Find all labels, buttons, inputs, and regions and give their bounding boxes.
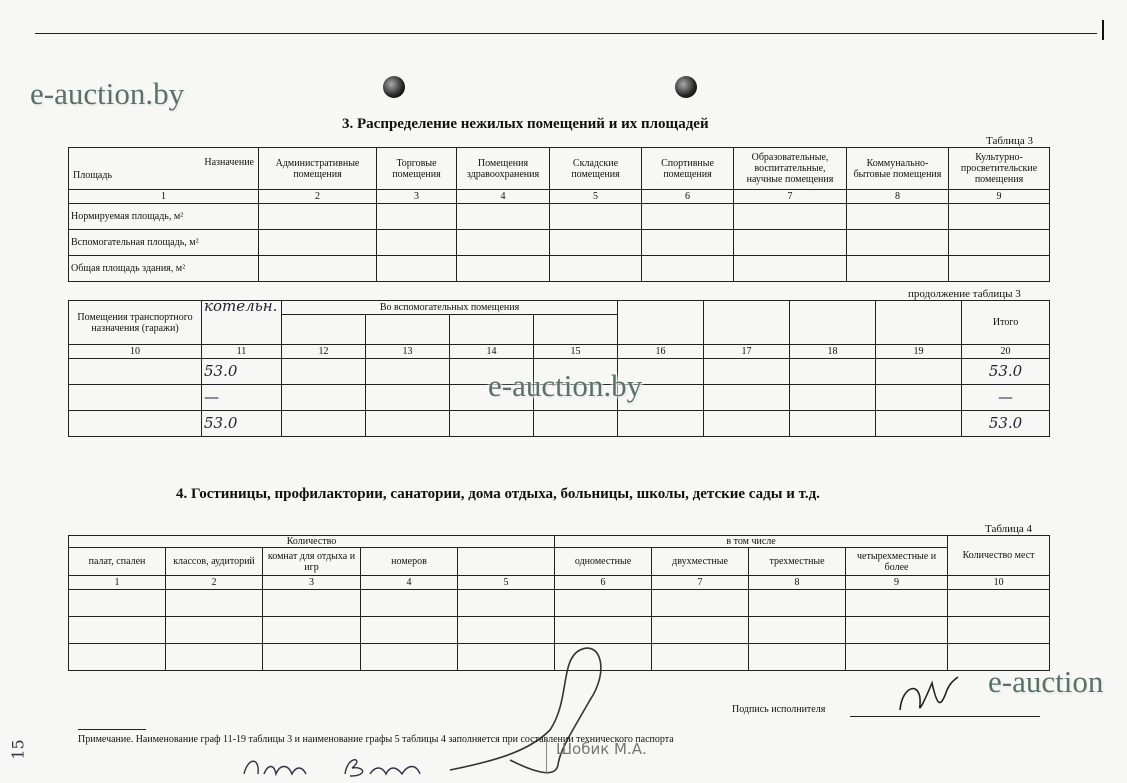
col-number: 4 — [361, 576, 458, 590]
cell — [949, 256, 1050, 282]
cell — [69, 411, 202, 437]
col-number: 11 — [202, 345, 282, 359]
cell — [949, 204, 1050, 230]
col-number: 9 — [846, 576, 948, 590]
col-number: 8 — [749, 576, 846, 590]
signature-scribble — [440, 640, 660, 780]
cell — [377, 230, 457, 256]
cell — [282, 385, 366, 411]
value-20: — — [962, 385, 1050, 411]
col-header: четырехместные и более — [846, 548, 948, 576]
cell — [749, 590, 846, 617]
cell — [377, 256, 457, 282]
cell — [69, 617, 166, 644]
cell — [734, 204, 847, 230]
col-number: 6 — [555, 576, 652, 590]
table3-continuation-label: продолжение таблицы 3 — [908, 288, 1021, 300]
cell — [282, 411, 366, 437]
col-header: палат, спален — [69, 548, 166, 576]
col-header: номеров — [361, 548, 458, 576]
handwritten-signatures — [240, 752, 440, 782]
value-11: 53.0 — [202, 359, 282, 385]
cell — [166, 590, 263, 617]
sign-line — [850, 716, 1040, 717]
cell — [618, 411, 704, 437]
cell — [377, 204, 457, 230]
col-header — [366, 315, 450, 345]
cell — [876, 411, 962, 437]
corner-header — [69, 148, 259, 190]
value-20: 53.0 — [962, 359, 1050, 385]
col-number: 20 — [962, 345, 1050, 359]
top-rule — [35, 33, 1097, 34]
corner-bottom: Площадь — [73, 170, 112, 181]
col-header: Административные помещения — [259, 148, 377, 190]
cell — [846, 644, 948, 671]
col-header — [282, 315, 366, 345]
col-number: 7 — [734, 190, 847, 204]
cell — [704, 385, 790, 411]
col-header: комнат для отдыха и игр — [263, 548, 361, 576]
col-number: 3 — [263, 576, 361, 590]
cell — [876, 359, 962, 385]
col-number: 5 — [550, 190, 642, 204]
cell — [642, 256, 734, 282]
table3-label: Таблица 3 — [986, 135, 1034, 147]
col-number: 19 — [876, 345, 962, 359]
col-total: Итого — [962, 301, 1050, 345]
cell — [458, 590, 555, 617]
stamp-bar — [546, 738, 547, 774]
cell — [259, 256, 377, 282]
table4-label: Таблица 4 — [985, 523, 1033, 535]
col-11-header — [202, 297, 282, 345]
col-number: 4 — [457, 190, 550, 204]
cell — [166, 617, 263, 644]
col-header — [704, 301, 790, 345]
col-number: 1 — [69, 576, 166, 590]
col-number: 6 — [642, 190, 734, 204]
cell — [704, 411, 790, 437]
handwritten-boiler: котельн. — [204, 297, 278, 315]
corner-top: Назначение — [204, 157, 254, 168]
sign-label: Подпись исполнителя — [732, 704, 826, 715]
cell — [734, 256, 847, 282]
watermark-center: e-auction.by — [488, 368, 643, 403]
cell — [876, 385, 962, 411]
col-number: 10 — [948, 576, 1050, 590]
cell — [642, 204, 734, 230]
cell — [534, 411, 618, 437]
col-header — [458, 548, 555, 576]
cell — [366, 385, 450, 411]
col-header: Помещения здравоохранения — [457, 148, 550, 190]
col-transport: Помещения транспортного назначения (гаражи) — [69, 301, 202, 345]
cell — [550, 256, 642, 282]
punch-hole-right — [675, 76, 697, 98]
group-incl-header: в том числе — [555, 536, 948, 548]
cell — [652, 644, 749, 671]
cell — [790, 359, 876, 385]
value-11: — — [202, 385, 282, 411]
col-number: 7 — [652, 576, 749, 590]
col-header — [790, 301, 876, 345]
col-number: 3 — [377, 190, 457, 204]
cell — [366, 359, 450, 385]
cell — [847, 230, 949, 256]
cell — [846, 590, 948, 617]
col-number: 2 — [166, 576, 263, 590]
col-header: Культурно-просветительские помещения — [949, 148, 1050, 190]
executor-signature — [892, 675, 962, 720]
cell — [69, 359, 202, 385]
col-number: 1 — [69, 190, 259, 204]
cell — [847, 204, 949, 230]
col-header — [450, 315, 534, 345]
cell — [749, 644, 846, 671]
section4-title: 4. Гостиницы, профилактории, санатории, дома отдыха, больницы, школы, детские сады и т.д. — [176, 486, 820, 502]
cell — [263, 590, 361, 617]
cell — [846, 617, 948, 644]
col-header: классов, аудиторий — [166, 548, 263, 576]
cell — [550, 230, 642, 256]
col-header: Образовательные, воспитательные, научные помещения — [734, 148, 847, 190]
cell — [263, 617, 361, 644]
col-header: трехместные — [749, 548, 846, 576]
col-number: 9 — [949, 190, 1050, 204]
cell — [555, 590, 652, 617]
col-number: 12 — [282, 345, 366, 359]
footnote: Примечание. Наименование граф 11-19 таблицы 3 и наименование графы 5 таблицы 4 заполняется при составлении технического паспорта — [78, 734, 674, 745]
cell — [704, 359, 790, 385]
cell — [847, 256, 949, 282]
col-number: 13 — [366, 345, 450, 359]
col-number: 16 — [618, 345, 704, 359]
cell — [259, 230, 377, 256]
col-number: 18 — [790, 345, 876, 359]
cell — [361, 590, 458, 617]
cell — [734, 230, 847, 256]
col-places: Количество мест — [948, 536, 1050, 576]
punch-hole-left — [383, 76, 405, 98]
table-3 — [68, 147, 1050, 282]
col-header: Складские помещения — [550, 148, 642, 190]
stamp-name: Шобик М.А. — [556, 740, 647, 758]
cell — [948, 617, 1050, 644]
cell — [790, 411, 876, 437]
cell — [450, 411, 534, 437]
cell — [749, 617, 846, 644]
col-number: 15 — [534, 345, 618, 359]
row-label: Нормируемая площадь, м² — [69, 204, 259, 230]
col-header: Торговые помещения — [377, 148, 457, 190]
row-label: Общая площадь здания, м² — [69, 256, 259, 282]
cell — [263, 644, 361, 671]
watermark-left: e-auction.by — [30, 76, 185, 111]
col-header: Коммунально-бытовые помещения — [847, 148, 949, 190]
cell — [642, 230, 734, 256]
cell — [69, 385, 202, 411]
cell — [652, 617, 749, 644]
cell — [69, 590, 166, 617]
group-count-header: Количество — [69, 536, 555, 548]
col-header: двухместные — [652, 548, 749, 576]
value-20: 53.0 — [962, 411, 1050, 437]
col-header — [876, 301, 962, 345]
cell — [366, 411, 450, 437]
section3-title: 3. Распределение нежилых помещений и их площадей — [342, 116, 709, 132]
margin-page-number: 15 — [8, 739, 28, 760]
watermark-right: e-auction — [988, 664, 1104, 699]
col-number: 5 — [458, 576, 555, 590]
cell — [166, 644, 263, 671]
col-number: 8 — [847, 190, 949, 204]
cell — [790, 385, 876, 411]
cell — [948, 590, 1050, 617]
corner-mark — [1097, 20, 1104, 40]
cell — [457, 256, 550, 282]
cell — [457, 204, 550, 230]
group-aux-header: Во вспомогательных помещения — [282, 301, 618, 315]
col-header — [534, 315, 618, 345]
col-number: 10 — [69, 345, 202, 359]
footnote-rule — [78, 729, 146, 730]
col-header: одноместные — [555, 548, 652, 576]
cell — [550, 204, 642, 230]
value-11: 53.0 — [202, 411, 282, 437]
col-header: Спортивные помещения — [642, 148, 734, 190]
row-label: Вспомогательная площадь, м² — [69, 230, 259, 256]
cell — [457, 230, 550, 256]
cell — [259, 204, 377, 230]
cell — [69, 644, 166, 671]
col-header — [618, 301, 704, 345]
col-number: 2 — [259, 190, 377, 204]
cell — [949, 230, 1050, 256]
cell — [652, 590, 749, 617]
cell — [282, 359, 366, 385]
col-number: 17 — [704, 345, 790, 359]
col-number: 14 — [450, 345, 534, 359]
